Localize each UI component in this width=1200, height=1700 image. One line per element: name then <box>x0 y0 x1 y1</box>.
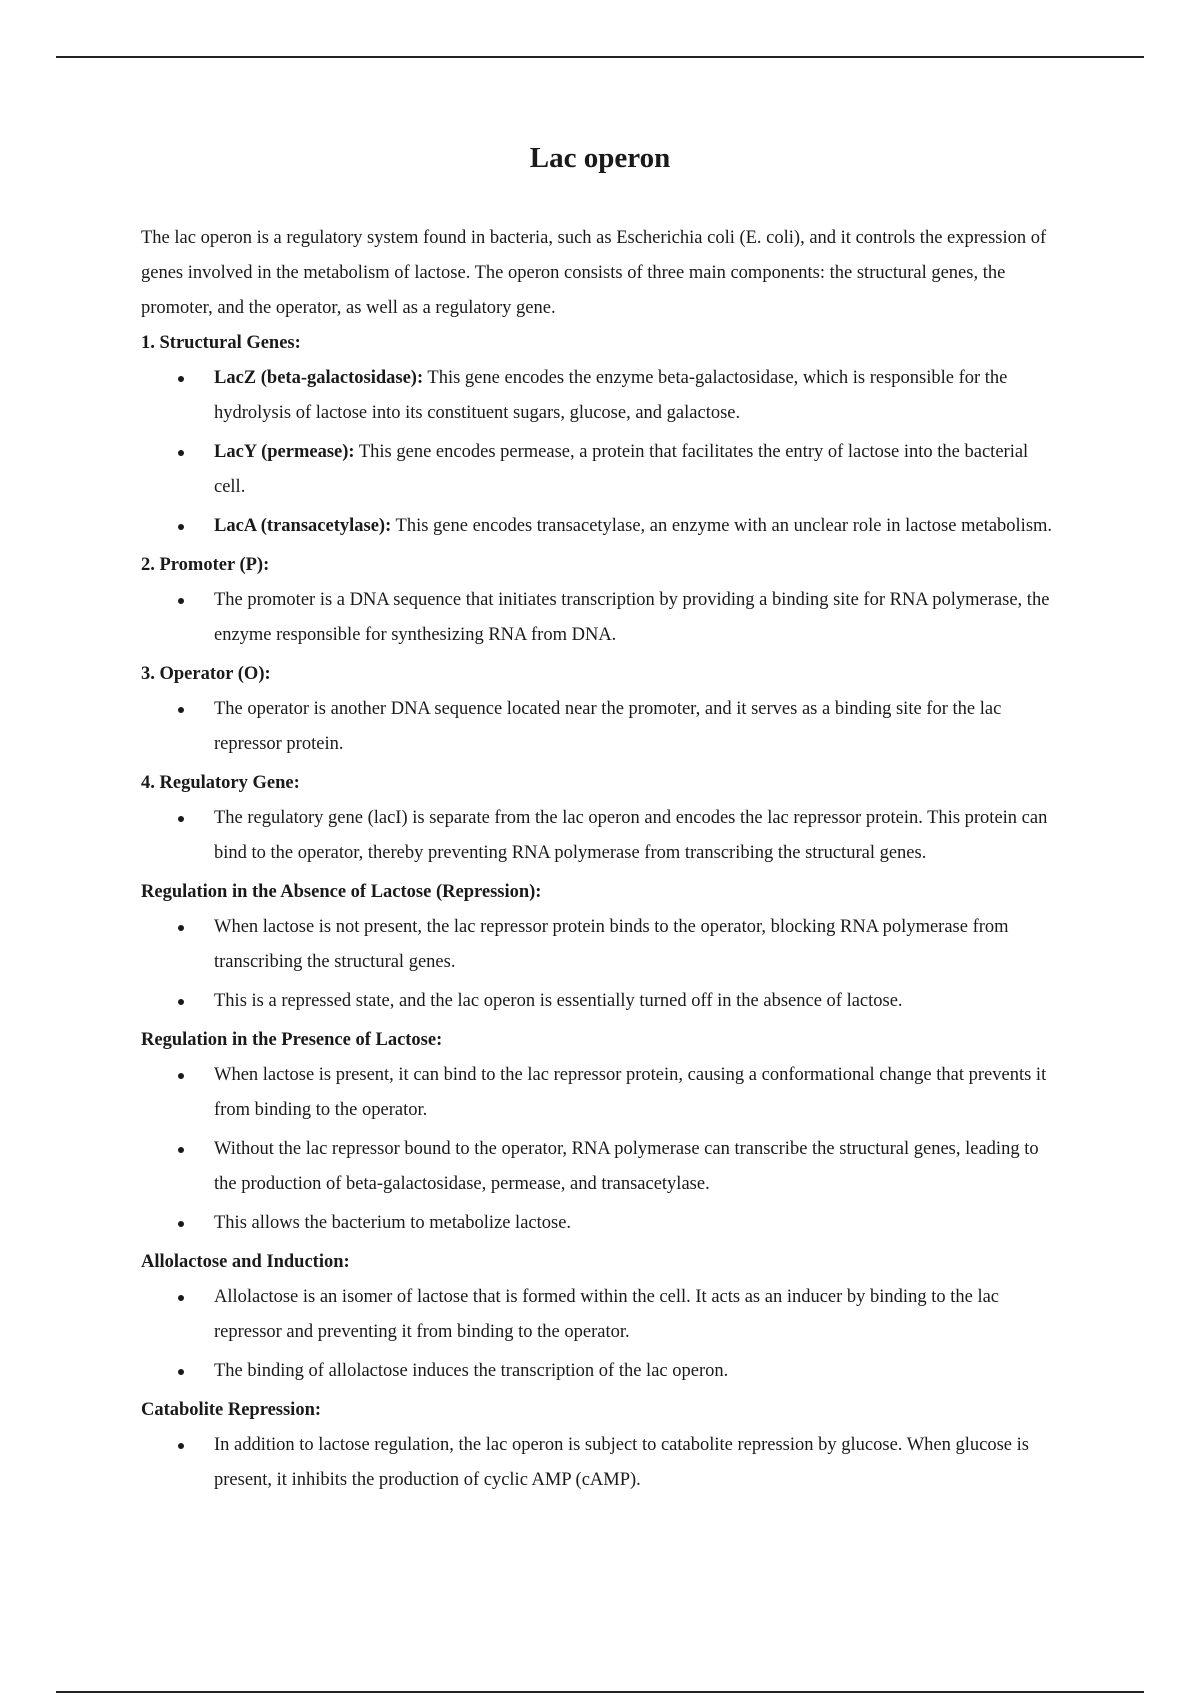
list-item-text: This is a repressed state, and the lac operon is essentially turned off in the absence of lactose. <box>214 991 903 1011</box>
list-item <box>141 1058 1061 1128</box>
presence-heading: Regulation in the Presence of Lactose: <box>141 1030 443 1050</box>
list-item <box>141 801 1061 871</box>
list-item <box>141 910 1061 980</box>
bottom-rule <box>56 1691 1144 1693</box>
structural-genes-heading: 1. Structural Genes: <box>141 333 301 353</box>
list-item-text: Without the lac repressor bound to the operator, RNA polymerase can transcribe the structural genes, leading to the production of beta-galactosidase, permease, and transacetylase. <box>214 1139 1039 1194</box>
regulatory-gene-list <box>141 801 1061 871</box>
catabolite-list <box>141 1428 1061 1498</box>
regulatory-gene-heading: 4. Regulatory Gene: <box>141 773 300 793</box>
gene-description: This gene encodes the enzyme beta-galactosidase, which is responsible for the hydrolysis of lactose into its constituent sugars, glucose, and galactose. <box>214 368 1008 423</box>
list-item <box>141 583 1061 653</box>
promoter-heading: 2. Promoter (P): <box>141 555 270 575</box>
page-title: Lac operon <box>529 142 671 174</box>
operator-list <box>141 692 1061 762</box>
list-item <box>141 361 1061 431</box>
structural-genes-list <box>141 361 1061 544</box>
list-item-text: The operator is another DNA sequence located near the promoter, and it serves as a binding site for the lac repressor protein. <box>214 699 1002 754</box>
bullet-icon <box>178 1221 184 1227</box>
bullet-icon <box>178 1073 184 1079</box>
bullet-icon <box>178 450 184 456</box>
list-item <box>141 1428 1061 1498</box>
list-item-text: When lactose is not present, the lac repressor protein binds to the operator, blocking RNA polymerase from transcribing the structural genes. <box>214 917 1009 972</box>
list-item <box>141 509 1061 544</box>
list-item-text: This allows the bacterium to metabolize lactose. <box>214 1213 572 1233</box>
gene-description: This gene encodes transacetylase, an enzyme with an unclear role in lactose metabolism. <box>391 516 1053 536</box>
bullet-icon <box>178 816 184 822</box>
list-item <box>141 1354 1061 1389</box>
bullet-icon <box>178 999 184 1005</box>
bullet-icon <box>178 1147 184 1153</box>
bullet-icon <box>178 376 184 382</box>
bullet-icon <box>178 1443 184 1449</box>
list-item <box>141 1132 1061 1202</box>
list-item <box>141 984 1061 1019</box>
list-item-text: In addition to lactose regulation, the lac operon is subject to catabolite repression by glucose. When glucose is present, it inhibits the production of cyclic AMP (cAMP). <box>214 1435 1029 1490</box>
list-item <box>141 1280 1061 1350</box>
catabolite-heading: Catabolite Repression: <box>141 1400 322 1420</box>
list-item-text: The binding of allolactose induces the transcription of the lac operon. <box>214 1361 729 1381</box>
list-item-text: Allolactose is an isomer of lactose that is formed within the cell. It acts as an inducer by binding to the lac repressor and preventing it from binding to the operator. <box>214 1287 1000 1342</box>
absence-list <box>141 910 1061 1019</box>
bullet-icon <box>178 707 184 713</box>
bullet-icon <box>178 524 184 530</box>
bullet-icon <box>178 598 184 604</box>
bullet-icon <box>178 1369 184 1375</box>
list-item <box>141 1206 1061 1241</box>
bullet-icon <box>178 925 184 931</box>
list-item-text: When lactose is present, it can bind to the lac repressor protein, causing a conformational change that prevents it from binding to the operator. <box>214 1065 1047 1120</box>
list-item <box>141 692 1061 762</box>
document-body <box>141 221 1061 1502</box>
absence-heading: Regulation in the Absence of Lactose (Repression): <box>141 882 542 902</box>
gene-term: LacA (transacetylase): <box>214 516 392 536</box>
presence-list <box>141 1058 1061 1241</box>
gene-term: LacZ (beta-galactosidase): <box>214 368 424 388</box>
list-item-text: The promoter is a DNA sequence that initiates transcription by providing a binding site for RNA polymerase, the enzyme responsible for synthesizing RNA from DNA. <box>214 590 1050 645</box>
operator-heading: 3. Operator (O): <box>141 664 271 684</box>
list-item-text: The regulatory gene (lacI) is separate from the lac operon and encodes the lac repressor protein. This protein can bind to the operator, thereby preventing RNA polymerase from transcribing the structural genes. <box>214 808 1048 863</box>
allolactose-heading: Allolactose and Induction: <box>141 1252 350 1272</box>
intro-paragraph: The lac operon is a regulatory system found in bacteria, such as Escherichia coli (E. coli), and it controls the expression of genes involved in the metabolism of lactose. The operon consists of three main components: the structural genes, the promoter, and the operator, as well as a regulatory gene. <box>141 228 1047 318</box>
list-item <box>141 435 1061 505</box>
top-rule <box>56 56 1144 58</box>
gene-description: This gene encodes permease, a protein that facilitates the entry of lactose into the bacterial cell. <box>214 442 1029 497</box>
allolactose-list <box>141 1280 1061 1389</box>
gene-term: LacY (permease): <box>214 442 355 462</box>
promoter-list <box>141 583 1061 653</box>
bullet-icon <box>178 1295 184 1301</box>
